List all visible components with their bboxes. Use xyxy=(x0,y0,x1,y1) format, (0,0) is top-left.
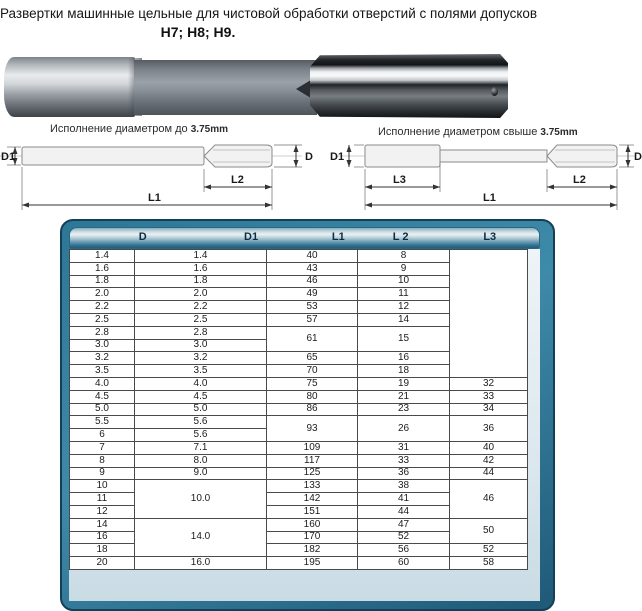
table-cell: 2.2 xyxy=(70,301,135,314)
table-cell: 109 xyxy=(267,441,358,454)
table-header: L3 xyxy=(483,231,497,243)
dim-label-l3: L3 xyxy=(393,174,406,186)
table-cell: 7 xyxy=(70,441,135,454)
table-cell: 93 xyxy=(267,416,358,442)
table-cell: 4.5 xyxy=(70,390,135,403)
table-cell: 40 xyxy=(450,441,528,454)
page-title-tolerances: H7; H8; H9. xyxy=(160,24,236,40)
table-cell: 46 xyxy=(267,275,358,288)
variant-left-text: Исполнение диаметром до xyxy=(50,123,191,135)
table-cell: 2.8 xyxy=(135,326,267,339)
table-row xyxy=(70,377,528,390)
table-cell: 4.0 xyxy=(135,377,267,390)
diagram-large-diameter xyxy=(325,140,642,220)
table-cell: 6 xyxy=(70,429,135,442)
table-header: D1 xyxy=(244,231,259,243)
table-row xyxy=(70,390,528,403)
table-cell: 16.0 xyxy=(135,557,267,570)
table-cell: 44 xyxy=(358,505,450,518)
table-row xyxy=(70,250,528,263)
dim-label-l1: L1 xyxy=(148,192,161,204)
table-cell: 4.0 xyxy=(70,377,135,390)
variant-label-small-diameter xyxy=(50,123,228,135)
table-cell: 5.6 xyxy=(135,429,267,442)
table-cell: 160 xyxy=(267,518,358,531)
table-cell: 44 xyxy=(450,467,528,480)
table-cell: 33 xyxy=(358,454,450,467)
table-cell: 4.5 xyxy=(135,390,267,403)
dim-label-d: D xyxy=(305,151,313,163)
dimensions-table xyxy=(69,249,528,570)
reamer-shank xyxy=(4,57,135,117)
table-cell: 5.5 xyxy=(70,416,135,429)
table-header: L 2 xyxy=(392,231,409,243)
table-cell: 21 xyxy=(358,390,450,403)
table-cell: 11 xyxy=(358,288,450,301)
table-cell: 5.0 xyxy=(135,403,267,416)
table-cell: 53 xyxy=(267,301,358,314)
table-cell: 60 xyxy=(358,557,450,570)
dim-label-d1: D1 xyxy=(1,151,16,163)
table-cell: 3.0 xyxy=(135,339,267,352)
table-cell: 2.5 xyxy=(70,313,135,326)
table-cell: 3.0 xyxy=(70,339,135,352)
table-cell: 31 xyxy=(358,441,450,454)
table-cell: 47 xyxy=(358,518,450,531)
table-cell: 3.2 xyxy=(70,352,135,365)
table-cell: 15 xyxy=(358,326,450,352)
page-title: Развертки машинные цельные для чистовой обработки отверстий с полями допусков xyxy=(0,6,538,21)
dim-label-d: D xyxy=(634,151,642,163)
table-cell: 18 xyxy=(70,544,135,557)
table-cell: 16 xyxy=(358,352,450,365)
table-cell: 49 xyxy=(267,288,358,301)
table-frame xyxy=(60,219,555,611)
table-cell: 52 xyxy=(358,531,450,544)
table-header: D xyxy=(138,231,147,243)
table-cell: 125 xyxy=(267,467,358,480)
table-cell: 46 xyxy=(450,480,528,518)
table-cell: 57 xyxy=(267,313,358,326)
table-cell: 5.0 xyxy=(70,403,135,416)
table-cell: 75 xyxy=(267,377,358,390)
table-cell: 38 xyxy=(358,480,450,493)
table-cell: 80 xyxy=(267,390,358,403)
table-cell: 56 xyxy=(358,544,450,557)
reamer-flutes xyxy=(310,54,508,118)
table-cell: 40 xyxy=(267,250,358,263)
table-header-bar xyxy=(69,227,540,249)
table-cell: 65 xyxy=(267,352,358,365)
reamer-body xyxy=(134,60,317,115)
table-cell: 1.8 xyxy=(135,275,267,288)
table-cell: 11 xyxy=(70,493,135,506)
dim-label-l1: L1 xyxy=(483,192,496,204)
table-cell: 16 xyxy=(70,531,135,544)
table-cell: 8 xyxy=(70,454,135,467)
table-row xyxy=(70,416,528,429)
table-cell: 2.2 xyxy=(135,301,267,314)
table-cell: 58 xyxy=(450,557,528,570)
table-cell: 5.6 xyxy=(135,416,267,429)
reamer-photo xyxy=(4,50,508,122)
diagram-small-diameter xyxy=(0,140,330,220)
table-cell: 1.6 xyxy=(70,262,135,275)
table-cell: 43 xyxy=(267,262,358,275)
table-cell: 12 xyxy=(70,505,135,518)
table-row xyxy=(70,441,528,454)
table-cell: 2.0 xyxy=(135,288,267,301)
table-cell: 3.5 xyxy=(135,365,267,378)
table-cell: 10 xyxy=(70,480,135,493)
table-cell: 23 xyxy=(358,403,450,416)
table-cell: 34 xyxy=(450,403,528,416)
table-cell: 14 xyxy=(358,313,450,326)
table-row xyxy=(70,557,528,570)
table-cell: 9 xyxy=(358,262,450,275)
table-cell: 42 xyxy=(450,454,528,467)
table-cell: 1.6 xyxy=(135,262,267,275)
table-cell: 117 xyxy=(267,454,358,467)
variant-right-value: 3.75mm xyxy=(540,127,578,138)
table-cell: 7.1 xyxy=(135,441,267,454)
table-cell: 33 xyxy=(450,390,528,403)
table-cell: 2.8 xyxy=(70,326,135,339)
table-cell: 10.0 xyxy=(135,480,267,518)
table-cell: 2.5 xyxy=(135,313,267,326)
table-cell: 32 xyxy=(450,377,528,390)
table-cell: 86 xyxy=(267,403,358,416)
table-cell: 10 xyxy=(358,275,450,288)
table-cell: 8 xyxy=(358,250,450,263)
table-cell: 50 xyxy=(450,518,528,544)
table-cell: 20 xyxy=(70,557,135,570)
table-row xyxy=(70,403,528,416)
table-cell: 2.0 xyxy=(70,288,135,301)
table-row xyxy=(70,454,528,467)
table-cell: 3.5 xyxy=(70,365,135,378)
table-cell: 36 xyxy=(450,416,528,442)
table-row xyxy=(70,467,528,480)
table-cell: 182 xyxy=(267,544,358,557)
table-cell: 41 xyxy=(358,493,450,506)
table-cell: 9.0 xyxy=(135,467,267,480)
variant-label-large-diameter xyxy=(378,126,578,138)
dim-label-d1: D1 xyxy=(330,151,345,163)
table-cell: 8.0 xyxy=(135,454,267,467)
table-cell: 36 xyxy=(358,467,450,480)
variant-right-text: Исполнение диаметром свыше xyxy=(378,126,541,138)
table-cell: 14.0 xyxy=(135,518,267,556)
table-cell: 9 xyxy=(70,467,135,480)
table-cell: 12 xyxy=(358,301,450,314)
table-cell: 3.2 xyxy=(135,352,267,365)
table-cell: 26 xyxy=(358,416,450,442)
table-row xyxy=(70,518,528,531)
dim-label-l2: L2 xyxy=(231,174,244,186)
table-cell: 14 xyxy=(70,518,135,531)
table-cell xyxy=(450,250,528,378)
table-cell: 1.8 xyxy=(70,275,135,288)
table-row xyxy=(70,480,528,493)
dim-label-l2: L2 xyxy=(573,174,586,186)
table-cell: 170 xyxy=(267,531,358,544)
table-cell: 19 xyxy=(358,377,450,390)
table-cell: 52 xyxy=(450,544,528,557)
variant-left-value: 3.75mm xyxy=(190,124,228,135)
table-cell: 151 xyxy=(267,505,358,518)
table-cell: 133 xyxy=(267,480,358,493)
table-cell: 142 xyxy=(267,493,358,506)
table-cell: 61 xyxy=(267,326,358,352)
table-cell: 195 xyxy=(267,557,358,570)
table-cell: 70 xyxy=(267,365,358,378)
table-background xyxy=(69,249,540,601)
table-cell: 18 xyxy=(358,365,450,378)
table-header: L1 xyxy=(331,231,345,243)
table-cell: 1.4 xyxy=(135,250,267,263)
table-cell: 1.4 xyxy=(70,250,135,263)
